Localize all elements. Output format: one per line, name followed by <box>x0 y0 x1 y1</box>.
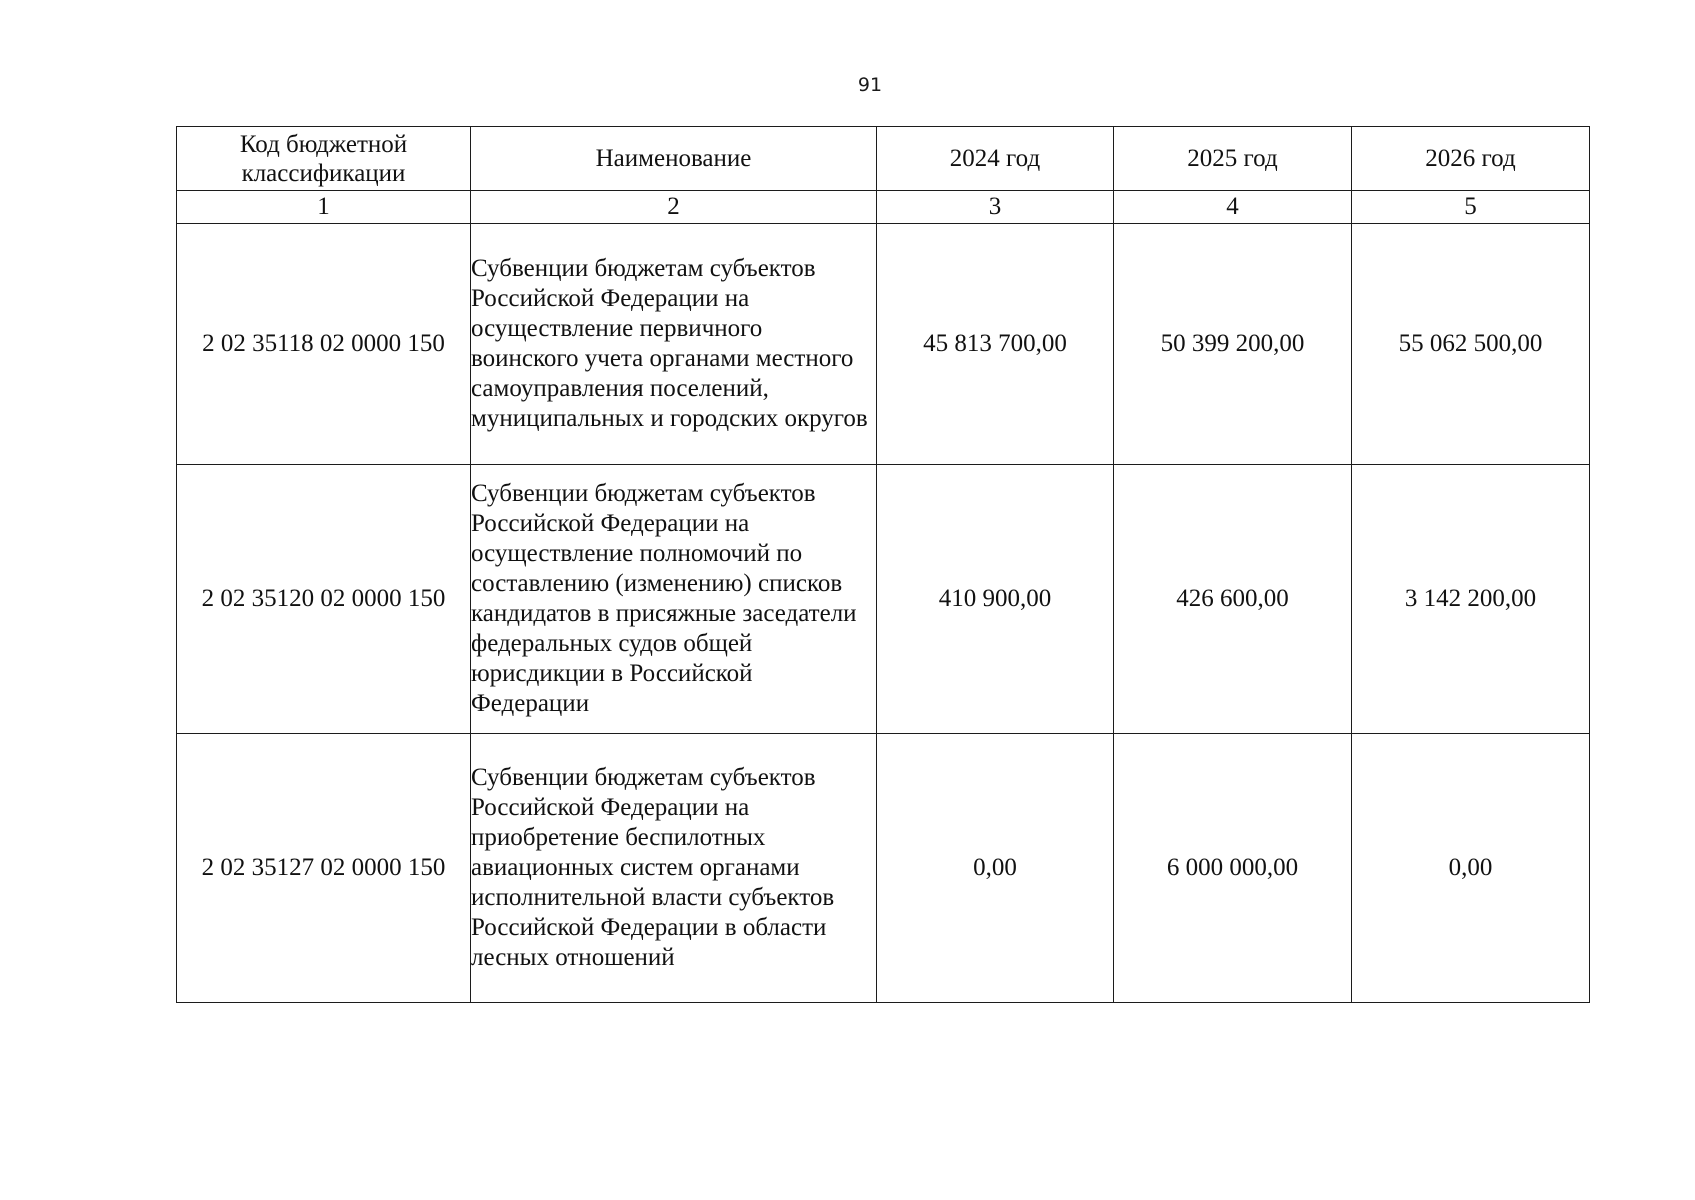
column-number-row <box>177 191 1590 224</box>
column-number: 5 <box>1352 191 1590 224</box>
page-number: 91 <box>857 74 883 96</box>
item-name: Субвенции бюджетам субъектов Российской Федерации на осуществление первичного воинского учета органами местного самоуправления поселений, муниципальных и городских округов <box>471 224 877 465</box>
table-header-row <box>177 127 1590 191</box>
budget-code: 2 02 35118 02 0000 150 <box>177 224 471 465</box>
budget-table <box>176 126 1590 1003</box>
header-code: Код бюджетной классификации <box>177 127 471 191</box>
amount-2025: 426 600,00 <box>1114 465 1352 734</box>
amount-2024: 0,00 <box>877 734 1114 1003</box>
item-name: Субвенции бюджетам субъектов Российской Федерации на осуществление полномочий по составлению (изменению) списков кандидатов в присяжные заседатели федеральных судов общей юрисдикции в Российской Федерации <box>471 465 877 734</box>
header-2024: 2024 год <box>877 127 1114 191</box>
amount-2025: 6 000 000,00 <box>1114 734 1352 1003</box>
header-name: Наименование <box>471 127 877 191</box>
budget-code: 2 02 35120 02 0000 150 <box>177 465 471 734</box>
column-number: 2 <box>471 191 877 224</box>
budget-code: 2 02 35127 02 0000 150 <box>177 734 471 1003</box>
column-number: 3 <box>877 191 1114 224</box>
amount-2026: 55 062 500,00 <box>1352 224 1590 465</box>
column-number: 4 <box>1114 191 1352 224</box>
table-row <box>177 224 1590 465</box>
column-number: 1 <box>177 191 471 224</box>
amount-2024: 45 813 700,00 <box>877 224 1114 465</box>
amount-2026: 0,00 <box>1352 734 1590 1003</box>
amount-2026: 3 142 200,00 <box>1352 465 1590 734</box>
header-2025: 2025 год <box>1114 127 1352 191</box>
amount-2024: 410 900,00 <box>877 465 1114 734</box>
header-2026: 2026 год <box>1352 127 1590 191</box>
item-name: Субвенции бюджетам субъектов Российской Федерации на приобретение беспилотных авиационных систем органами исполнительной власти субъектов Российской Федерации в области лесных отношений <box>471 734 877 1003</box>
amount-2025: 50 399 200,00 <box>1114 224 1352 465</box>
table-row <box>177 734 1590 1003</box>
table-row <box>177 465 1590 734</box>
